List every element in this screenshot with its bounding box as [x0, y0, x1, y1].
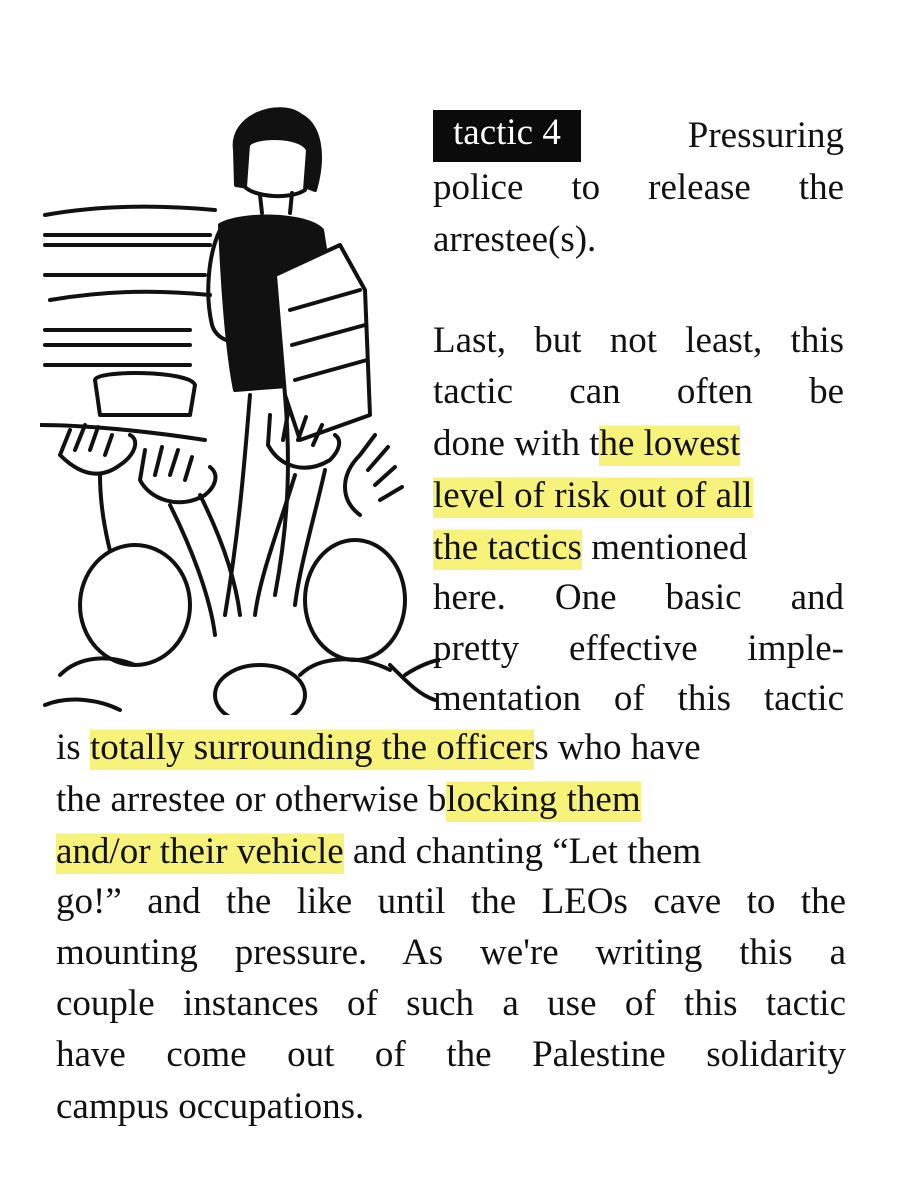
- raised-hand: [60, 425, 135, 474]
- crowd-head: [305, 540, 405, 660]
- heading-text: Pressuring: [687, 115, 844, 156]
- body-line: the tactics mentioned: [433, 522, 844, 574]
- body-line: pretty effective imple-: [433, 628, 844, 669]
- body-line: here. One basic and: [433, 577, 844, 618]
- highlight: locking them: [446, 774, 640, 826]
- tactic-tag: tactic 4: [433, 110, 581, 162]
- body-line: [433, 470, 844, 522]
- sign-board: [275, 245, 370, 440]
- crowd-illustration: [40, 95, 440, 715]
- vehicle-line: [45, 207, 215, 215]
- body-line: have come out of the Palestine solidarity: [56, 1034, 846, 1075]
- highlight: and/or their vehicle: [56, 826, 344, 878]
- raised-hand: [140, 447, 215, 502]
- heading-line: arrestee(s).: [433, 219, 597, 260]
- highlight: level of risk out of all: [433, 470, 753, 522]
- heading-line: police to release the: [433, 167, 844, 208]
- highlight: he lowest: [599, 418, 740, 470]
- body-line: and/or their vehicle and chanting “Let them: [56, 826, 846, 878]
- vehicle-window: [95, 373, 195, 415]
- crowd-head: [215, 665, 305, 715]
- raised-hand: [345, 435, 402, 515]
- highlight: totally surrounding the officer: [90, 722, 534, 774]
- heading-line: [0, 110, 904, 162]
- crowd-head: [80, 545, 190, 665]
- body-line: tactic can often be: [433, 371, 844, 412]
- body-line: couple instances of such a use of this tactic: [56, 983, 846, 1024]
- body-line: Last, but not least, this: [433, 320, 844, 361]
- highlight: the tactics: [433, 522, 582, 574]
- body-line: mounting pressure. As we're writing this a: [56, 932, 846, 973]
- body-line: campus occupations.: [56, 1086, 365, 1127]
- body-line: is totally surrounding the officers who have: [56, 722, 846, 774]
- body-line: go!” and the like until the LEOs cave to the: [56, 881, 846, 922]
- vehicle-line: [50, 292, 210, 300]
- heading-block: [433, 110, 844, 162]
- body-line: done with the lowest: [433, 418, 844, 470]
- body-line: mentation of this tactic: [433, 678, 844, 719]
- body-line: the arrestee or otherwise blocking them: [56, 774, 846, 826]
